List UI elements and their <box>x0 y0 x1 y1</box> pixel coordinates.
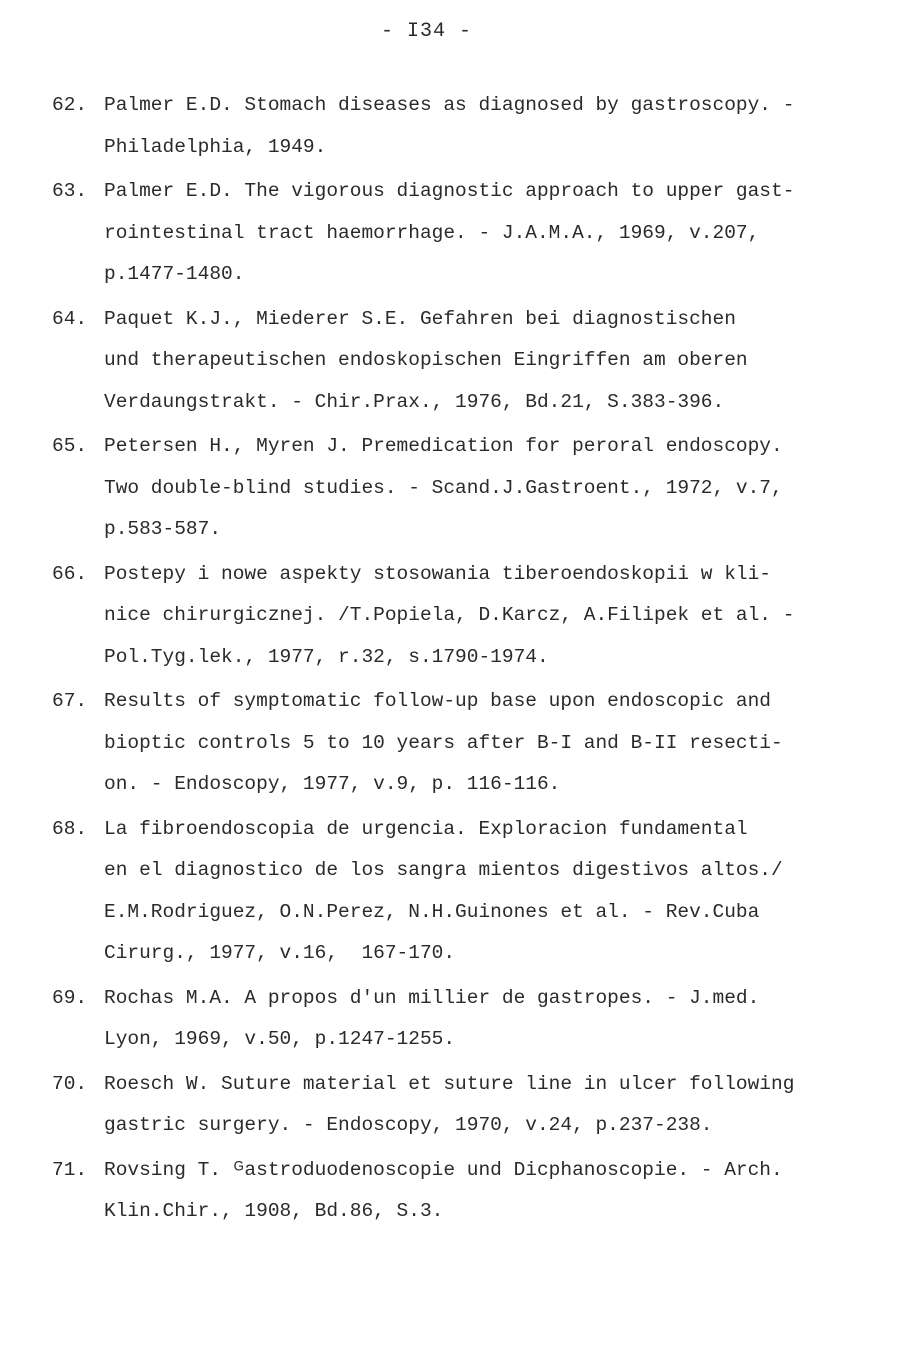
reference-number: 63. <box>52 180 88 202</box>
reference-line: Rochas M.A. A propos d'un millier de gastropes. - J.med. <box>104 986 760 1009</box>
reference-line: Lyon, 1969, v.50, p.1247-1255. <box>104 1028 456 1050</box>
reference-line: bioptic controls 5 to 10 years after B-I and B-II resecti- <box>104 731 783 754</box>
reference-line: nice chirurgicznej. /T.Popiela, D.Karcz, A.Filipek et al. - <box>104 604 795 626</box>
reference-number: 71. <box>52 1158 88 1181</box>
reference-number: 68. <box>52 817 88 840</box>
reference-number: 65. <box>52 435 88 457</box>
reference-line: Results of symptomatic follow-up base upon endoscopic and <box>104 690 772 712</box>
reference-line: Roesch W. Suture material et suture line in ulcer following <box>104 1072 795 1095</box>
reference-line: Paquet K.J., Miederer S.E. Gefahren bei diagnostischen <box>104 307 736 330</box>
reference-item <box>52 809 862 975</box>
reference-item <box>52 1064 862 1147</box>
reference-line: und therapeutischen endoskopischen Eingriffen am oberen <box>104 349 748 371</box>
reference-number: 66. <box>52 562 88 585</box>
reference-item <box>52 978 862 1061</box>
reference-item <box>52 85 862 168</box>
reference-number: 62. <box>52 94 88 116</box>
reference-line: Palmer E.D. Stomach diseases as diagnosed by gastroscopy. - <box>104 94 795 116</box>
reference-item <box>52 554 862 679</box>
reference-line: Two double-blind studies. - Scand.J.Gastroent., 1972, v.7, <box>104 476 783 499</box>
reference-line: rointestinal tract haemorrhage. - J.A.M.A., 1969, v.207, <box>104 221 760 244</box>
reference-number: 64. <box>52 307 88 330</box>
reference-line: Petersen H., Myren J. Premedication for peroral endoscopy. <box>104 435 783 457</box>
reference-line: E.M.Rodriguez, O.N.Perez, N.H.Guinones et al. - Rev.Cuba <box>104 900 760 923</box>
reference-item <box>52 681 862 806</box>
reference-line: p.1477-1480. <box>104 263 245 285</box>
reference-line: Klin.Chir., 1908, Bd.86, S.3. <box>104 1200 444 1222</box>
reference-number: 67. <box>52 690 88 712</box>
reference-line: Postepy i nowe aspekty stosowania tiberoendoskopii w kli- <box>104 562 772 585</box>
page-number: - I34 - <box>380 20 472 43</box>
reference-line: Cirurg., 1977, v.16, 167-170. <box>104 942 456 964</box>
reference-item <box>52 299 862 424</box>
reference-line: p.583-587. <box>104 518 222 540</box>
reference-line: Palmer E.D. The vigorous diagnostic approach to upper gast- <box>104 180 795 202</box>
reference-number: 69. <box>52 986 88 1009</box>
reference-line: Rovsing T. ᴳastroduodenoscopie und Dicphanoscopie. - Arch. <box>104 1158 783 1181</box>
reference-line: Pol.Tyg.lek., 1977, r.32, s.1790-1974. <box>104 645 549 668</box>
reference-item <box>52 1150 862 1233</box>
reference-line: La fibroendoscopia de urgencia. Exploracion fundamental <box>104 817 748 840</box>
reference-line: en el diagnostico de los sangra mientos digestivos altos./ <box>104 859 783 881</box>
reference-list <box>52 85 862 1236</box>
reference-line: on. - Endoscopy, 1977, v.9, p. 116-116. <box>104 773 561 795</box>
reference-number: 70. <box>52 1072 88 1095</box>
reference-line: gastric surgery. - Endoscopy, 1970, v.24, p.237-238. <box>104 1114 713 1136</box>
reference-line: Philadelphia, 1949. <box>104 135 327 158</box>
reference-line: Verdaungstrakt. - Chir.Prax., 1976, Bd.21, S.383-396. <box>104 390 725 413</box>
reference-item <box>52 426 862 551</box>
reference-item <box>52 171 862 296</box>
